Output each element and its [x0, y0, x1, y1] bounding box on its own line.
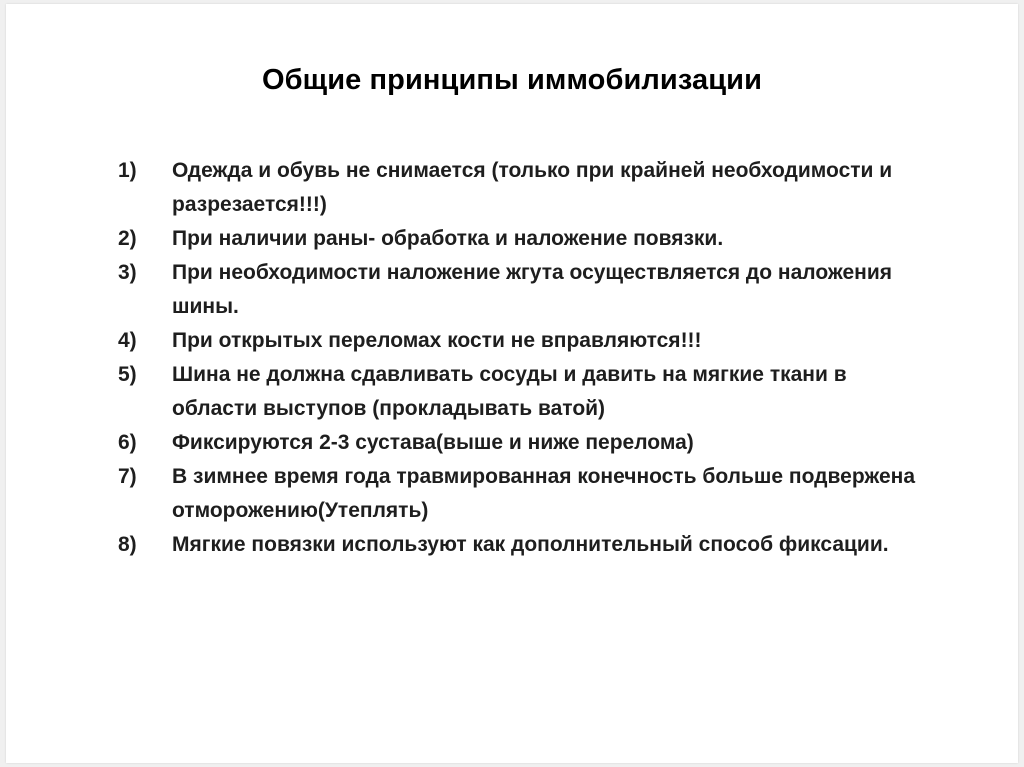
slide-title: Общие принципы иммобилизации [261, 64, 763, 96]
item-number: 3) [118, 261, 137, 284]
item-number: 7) [118, 465, 137, 488]
principles-list [118, 154, 998, 562]
item-number: 5) [118, 363, 137, 386]
item-text: При открытых переломах кости не вправляются!!! [172, 329, 702, 352]
list-item [118, 528, 998, 562]
list-item [118, 426, 998, 460]
list-item [118, 460, 998, 528]
item-number: 8) [118, 533, 137, 556]
item-text: Шина не должна сдавливать сосуды и давить на мягкие ткани в области выступов (прокладывать ватой) [172, 363, 847, 420]
item-text: Одежда и обувь не снимается (только при крайней необходимости и разрезается!!!) [172, 159, 893, 216]
item-text: Мягкие повязки используют как дополнительный способ фиксации. [172, 533, 889, 556]
list-item [118, 256, 998, 324]
item-number: 6) [118, 431, 137, 454]
item-text: При наличии раны- обработка и наложение повязки. [172, 227, 724, 250]
list-item [118, 222, 998, 256]
item-text: При необходимости наложение жгута осуществляется до наложения шины. [172, 261, 893, 318]
list-item [118, 154, 998, 222]
item-number: 1) [118, 159, 137, 182]
list-item [118, 358, 998, 426]
item-number: 2) [118, 227, 137, 250]
item-text: В зимнее время года травмированная конечность больше подвержена отморожению(Утеплять) [172, 465, 916, 522]
slide [6, 4, 1018, 763]
item-text: Фиксируются 2-3 сустава(выше и ниже перелома) [172, 431, 694, 454]
list-item [118, 324, 998, 358]
item-number: 4) [118, 329, 137, 352]
